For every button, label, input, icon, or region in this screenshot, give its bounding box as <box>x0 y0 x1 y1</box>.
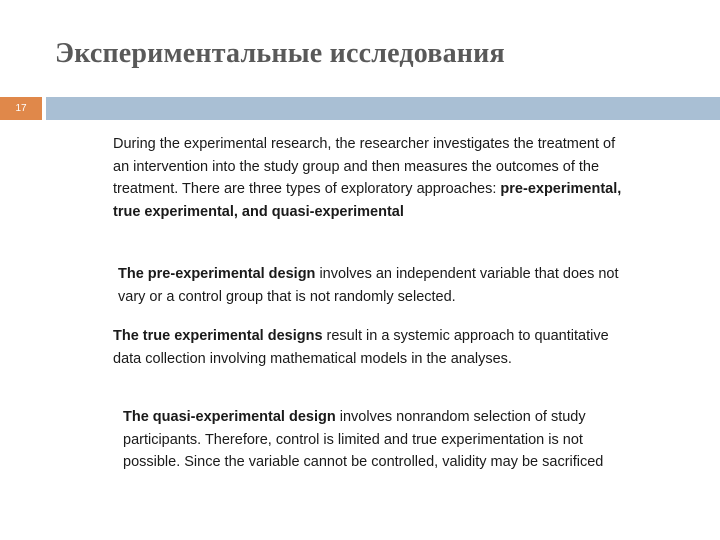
intro-paragraph <box>113 133 633 223</box>
true-experimental-paragraph <box>113 325 623 370</box>
true-experimental-term: The true experimental designs <box>113 328 323 344</box>
quasi-experimental-text: involves nonrandom selection of study participants. Therefore, control is limited and true experimentation is not possible. Since the variable cannot be controlled, validity may be sacrificed <box>123 409 604 470</box>
intro-bold-text: pre-experimental, true experimental, and quasi-experimental <box>113 181 622 220</box>
slide-title: Экспериментальные исследования <box>55 38 505 69</box>
header-bar <box>46 97 720 120</box>
slide-number-badge: 17 <box>0 97 42 120</box>
pre-experimental-text: involves an independent variable that does not vary or a control group that is not randomly selected. <box>118 266 619 305</box>
intro-text: During the experimental research, the researcher investigates the treatment of an intervention into the study group and then measures the outcomes of the treatment. There are three types of exploratory approaches: <box>113 136 616 197</box>
true-experimental-text: result in a systemic approach to quantitative data collection involving mathematical models in the analyses. <box>113 328 609 367</box>
pre-experimental-paragraph <box>118 263 628 308</box>
quasi-experimental-term: The quasi-experimental design <box>123 409 336 425</box>
pre-experimental-term: The pre-experimental design <box>118 266 316 282</box>
quasi-experimental-paragraph <box>123 406 613 474</box>
